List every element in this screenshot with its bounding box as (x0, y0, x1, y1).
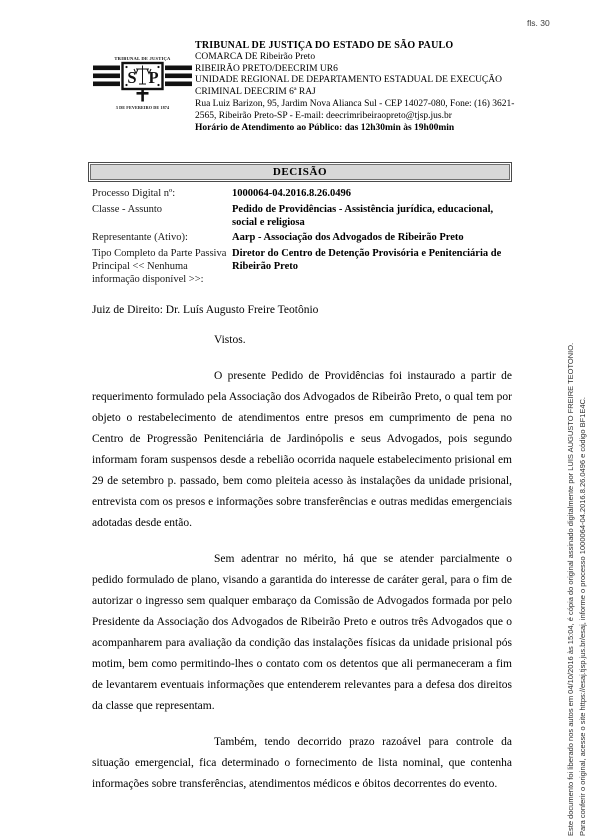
process-fields (92, 186, 512, 287)
decision-title-bar (88, 162, 512, 182)
field-row-parte-passiva (92, 246, 512, 288)
decision-title: DECISÃO (90, 164, 510, 180)
letterhead (92, 40, 522, 134)
field-row-processo (92, 186, 512, 202)
stamp-line-2: Para conferir o original, acesse o site https://esaj.tjsp.jus.br/esaj, informe o processo 1000064-04.2016.8.26.0496 e código BF1E4C. (577, 396, 587, 836)
field-label: Tipo Completo da Parte Passiva Principal << Nenhuma informação disponível >>: (92, 247, 227, 285)
court-name: TRIBUNAL DE JUSTIÇA DO ESTADO DE SÃO PAULO (195, 40, 454, 51)
decision-paragraph: Sem adentrar no mérito, há que se atender parcialmente o pedido formulado de plano, visando a garantida do interesse de caráter geral, para o fim de autorizar o ingresso sem qualquer embaraço da Comissão de Advogados formada por pelo Presidente da Associação dos Advogados de Ribeirão Preto e outros três Advogados que o acompanharem para avaliação da condição das instalações físicas da unidade prisional pós motim, bem como permitindo-lhes o contato com os detentos que ali permaneceram a fim de levantarem eventuais informações que entenderem relevantes para a defesa dos direitos da classe que representam. (92, 553, 512, 712)
field-label: Representante (Ativo): (92, 232, 188, 243)
seal-top-text: TRIBUNAL DE JUSTIÇA (114, 56, 171, 61)
field-label: Classe - Assunto (92, 203, 163, 215)
seal-letter-s: S (127, 68, 137, 87)
field-row-representante (92, 230, 512, 246)
field-value: 1000064-04.2016.8.26.0496 (232, 188, 351, 199)
field-value: Pedido de Providências - Assistência jurídica, educacional, social e religiosa (232, 203, 494, 228)
digital-signature-stamp (565, 160, 588, 836)
field-value: Diretor do Centro de Detenção Provisória e Penitenciária de Ribeirão Preto (232, 247, 502, 272)
forum-line: RIBEIRÃO PRETO/DEECRIM UR6 (195, 63, 338, 74)
field-label: Processo Digital nº: (92, 188, 176, 199)
field-row-classe (92, 202, 512, 231)
unit-line: UNIDADE REGIONAL DE DEPARTAMENTO ESTADUAL DE EXECUÇÃO CRIMINAL DEECRIM 6ª RAJ (195, 75, 502, 98)
address-line: Rua Luiz Barizon, 95, Jardim Nova Alianca Sul - CEP 14027-080, Fone: (16) 3621-2565, Ribeirão Preto-SP - E-mail: deecrimribeiraopreto@tjsp.jus.br (195, 98, 515, 121)
decision-paragraph: O presente Pedido de Providências foi instaurado a partir de requerimento formulado pela Associação dos Advogados de Ribeirão Preto, o qual tem por objeto o restabelecimento de atendimentos entre presos em cumprimento de pena no Centro de Progressão Penitenciária de Jardinópolis e seus Advogados, pois segundo informam foram suspensos desde a rebelião ocorrida naquele estabelecimento prisional em 29 de setembro p. passado, bem como pleiteia acesso às instalações da unidade prisional, entrevista com os presos e informações sobre transferências e outras medidas emergenciais adotadas desde então. (92, 370, 512, 529)
judge-line: Juiz de Direito: Dr. Luís Augusto Freire Teotônio (92, 304, 319, 316)
seal-bottom-text: 3 DE FEVEREIRO DE 1874 (115, 105, 170, 110)
stamp-line-1: Este documento foi liberado nos autos em 04/10/2016 às 15:04, é cópia do original assinado digitalmente por LUIS AUGUSTO FREIRE TEOTONIO. (566, 342, 575, 836)
comarca-line: COMARCA DE Ribeirão Preto (195, 51, 316, 62)
service-hours-line: Horário de Atendimento ao Público: das 12h30min às 19h00min (195, 122, 455, 133)
seal-letter-p: P (148, 68, 159, 87)
letterhead-text (195, 40, 519, 134)
folio-number: fls. 30 (527, 18, 550, 28)
field-value: Aarp - Associação dos Advogados de Ribeirão Preto (232, 232, 464, 243)
decision-paragraph: Também, tendo decorrido prazo razoável para controle da situação emergencial, fica determinado o fornecimento de lista nominal, que contenha informações sobre transferências, atendimentos médicos e óbitos decorrentes do evento. (92, 736, 512, 790)
tjsp-seal-icon (92, 52, 193, 112)
vistos-line: Vistos. (214, 334, 246, 346)
decision-body (92, 300, 512, 795)
